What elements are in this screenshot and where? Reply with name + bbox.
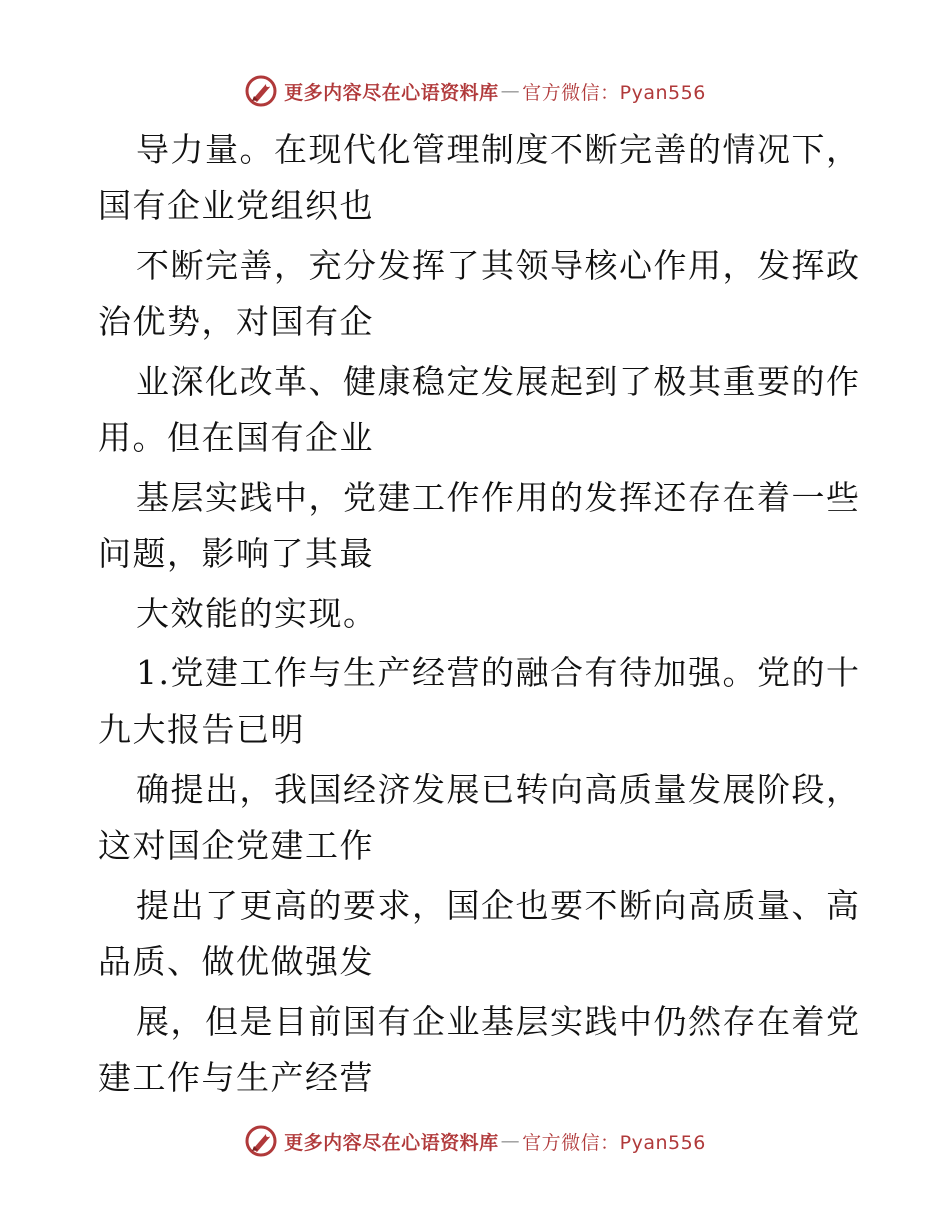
body-line: 确提出，我国经济发展已转向高质量发展阶段，	[136, 770, 861, 809]
banner-wechat: 官方微信：Pyan556	[522, 1131, 706, 1154]
pen-circle-logo-icon	[244, 1124, 278, 1158]
body-line: 基层实践中，党建工作作用的发挥还存在着一些	[136, 478, 861, 517]
body-line: 提出了更高的要求，国企也要不断向高质量、高	[136, 886, 861, 925]
body-line: 展，但是目前国有企业基层实践中仍然存在着党	[136, 1002, 861, 1041]
body-line: 治优势，对国有企	[98, 302, 374, 341]
body-line: 建工作与生产经营	[98, 1058, 374, 1097]
footer-watermark-banner	[0, 1122, 950, 1160]
banner-title: 更多内容尽在心语资料库	[284, 81, 499, 104]
header-watermark-banner	[0, 72, 950, 110]
body-line: 大效能的实现。	[136, 594, 378, 633]
body-line: 国有企业党组织也	[98, 186, 374, 225]
banner-title: 更多内容尽在心语资料库	[284, 1131, 499, 1154]
pen-circle-logo-icon	[244, 74, 278, 108]
body-line: 品质、做优做强发	[98, 942, 374, 981]
body-line: 九大报告已明	[98, 710, 305, 749]
banner-dash: —	[500, 80, 521, 102]
body-line: 这对国企党建工作	[98, 826, 374, 865]
body-line: 问题，影响了其最	[98, 534, 374, 573]
body-line: 用。但在国有企业	[98, 418, 374, 457]
body-line: 1.党建工作与生产经营的融合有待加强。党的十	[136, 653, 861, 692]
body-line: 导力量。在现代化管理制度不断完善的情况下，	[136, 130, 861, 169]
body-line: 不断完善，充分发挥了其领导核心作用，发挥政	[136, 246, 861, 285]
banner-dash: —	[500, 1130, 521, 1152]
banner-wechat: 官方微信：Pyan556	[522, 81, 706, 104]
body-line: 业深化改革、健康稳定发展起到了极其重要的作	[136, 362, 861, 401]
